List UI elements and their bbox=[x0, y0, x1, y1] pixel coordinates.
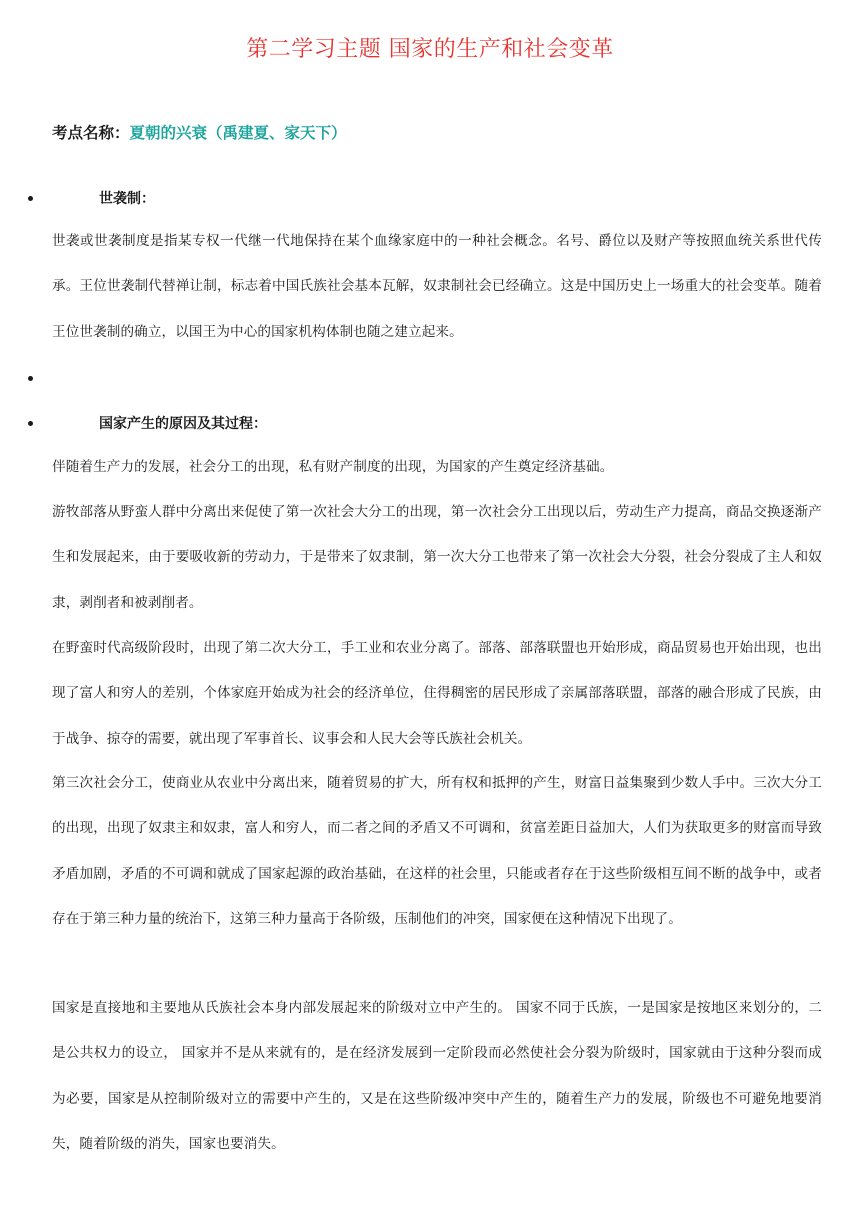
paragraph-productivity: 伴随着生产力的发展，社会分工的出现，私有财产制度的出现，为国家的产生奠定经济基础。 bbox=[52, 459, 614, 475]
paragraph-state-nature: 国家是直接地和主要地从氏族社会本身内部发展起来的阶级对立中产生的。 国家不同于氏族，一是国家是按地区来划分的，二是公共权力的设立， 国家并不是从来就有的，是在经济发展到一定阶段而必然使社会分裂为阶级时，国家就由于这种分裂而成为必要，国家是从控制阶级对立的需要中产生的，又是在这些阶级冲突中产生的，随着生产力的发展，阶级也不可避免地要消失，随着阶级的消失，国家也要消失。 bbox=[52, 1000, 822, 1152]
paragraph-third-division: 第三次社会分工，使商业从农业中分离出来，随着贸易的扩大，所有权和抵押的产生，财富日益集聚到少数人手中。三次大分工的出现，出现了奴隶主和奴隶，富人和穷人，而二者之间的矛盾又不可调和，贫富差距日益加大，人们为获取更多的财富而导致矛盾加剧，矛盾的不可调和就成了国家起源的政治基础，在这样的社会里，只能或者存在于这些阶级相互间不断的战争中，或者存在于第三种力量的统治下，这第三种力量高于各阶级，压制他们的冲突，国家便在这种情况下出现了。 bbox=[52, 775, 822, 927]
paragraph-second-division: 在野蛮时代高级阶段时，出现了第二次大分工，手工业和农业分离了。部落、部落联盟也开始形成，商品贸易也开始出现，也出现了富人和穷人的差别，个体家庭开始成为社会的经济单位，住得稠密的居民形成了亲属部落联盟，部落的融合形成了民族，由于战争、掠夺的需要，就出现了军事首长、议事会和人民大会等氏族社会机关。 bbox=[52, 640, 822, 747]
section-heading-label: 世袭制： bbox=[99, 191, 155, 207]
section-heading-state-origin bbox=[28, 413, 267, 433]
section-heading-label: 国家产生的原因及其过程： bbox=[99, 416, 267, 432]
bullet-icon bbox=[28, 196, 33, 201]
document-title: 第二学习主题 国家的生产和社会变革 bbox=[246, 37, 614, 62]
paragraph-hereditary: 世袭或世袭制度是指某专权一代继一代地保持在某个血缘家庭中的一种社会概念。名号、爵位以及财产等按照血统关系世代传承。王位世袭制代替禅让制，标志着中国氏族社会基本瓦解，奴隶制社会已经确立。这是中国历史上一场重大的社会变革。随着王位世袭制的确立，以国王为中心的国家机构体制也随之建立起来。 bbox=[52, 233, 822, 340]
topic-heading bbox=[52, 121, 347, 143]
topic-label: 考点名称： bbox=[52, 124, 130, 142]
bullet-icon bbox=[28, 376, 33, 381]
bullet-icon bbox=[28, 421, 33, 426]
topic-name: 夏朝的兴衰（禹建夏、家天下） bbox=[129, 124, 347, 142]
section-heading-hereditary bbox=[28, 188, 155, 208]
paragraph-first-division: 游牧部落从野蛮人群中分离出来促使了第一次社会大分工的出现，第一次社会分工出现以后，劳动生产力提高，商品交换逐渐产生和发展起来，由于要吸收新的劳动力，于是带来了奴隶制，第一次大分工也带来了第一次社会大分裂，社会分裂成了主人和奴隶，剥削者和被剥削者。 bbox=[52, 504, 822, 611]
